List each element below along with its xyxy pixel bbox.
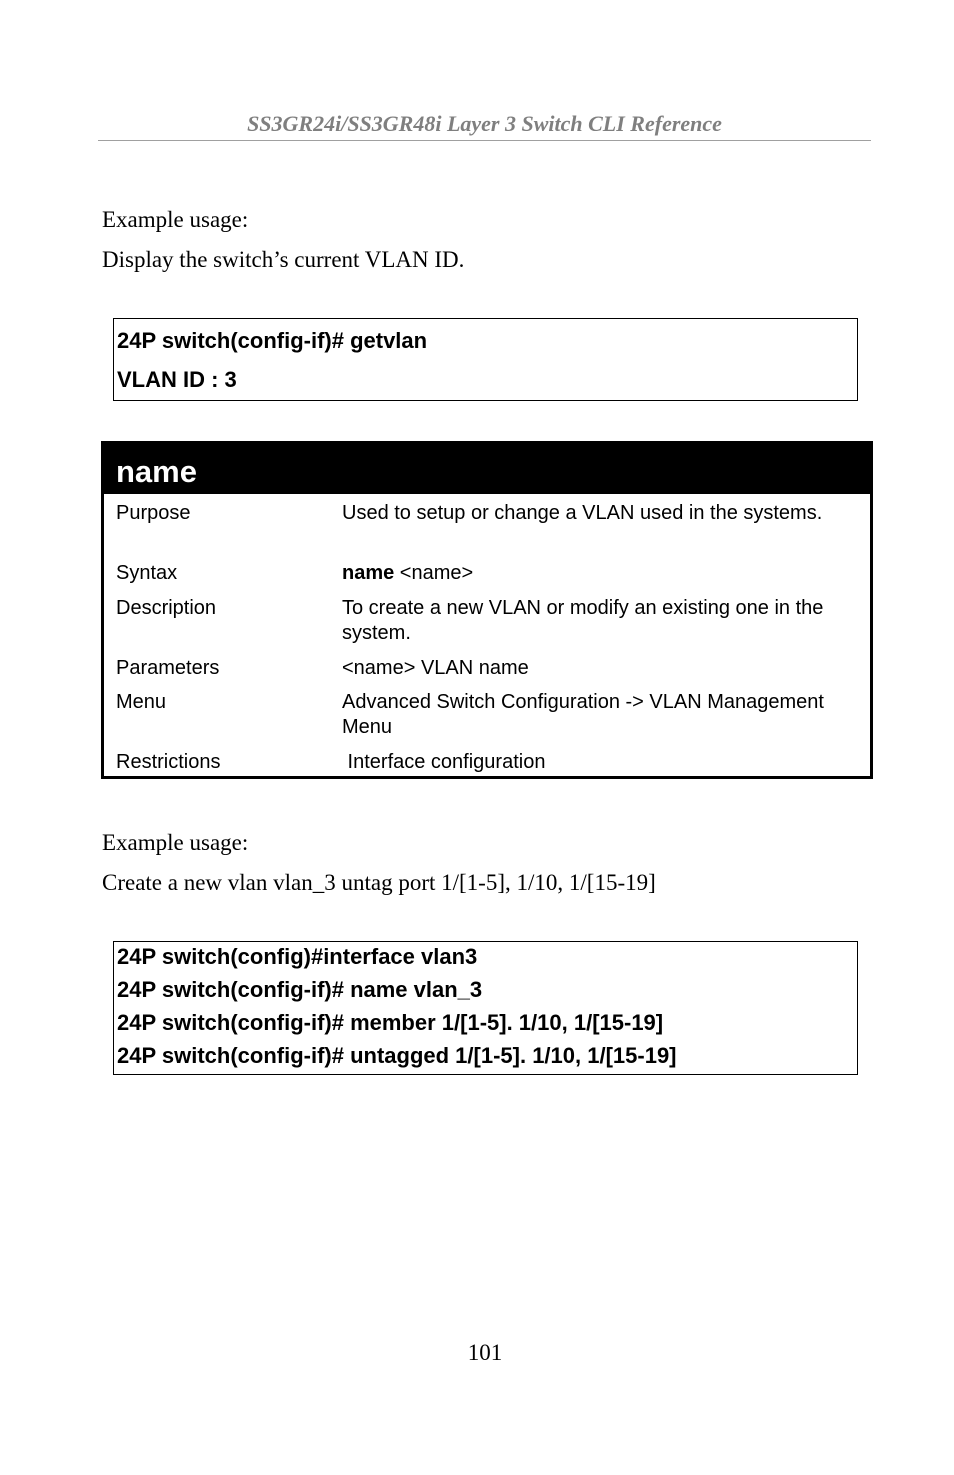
- command-title: name: [104, 444, 870, 494]
- syntax-keyword: name: [342, 562, 395, 584]
- row-value-menu: Advanced Switch Configuration -> VLAN Management Menu: [342, 691, 824, 738]
- code-line: VLAN ID : 3: [117, 367, 237, 392]
- row-value-parameters: <name> VLAN name: [342, 657, 529, 679]
- page-number: 101: [467, 1340, 503, 1365]
- command-table: [101, 441, 873, 779]
- code-line: 24P switch(config-if)# name vlan_3: [117, 977, 483, 1002]
- row-label-description: Description: [116, 597, 217, 619]
- row-value-restrictions: Interface configuration: [342, 751, 546, 773]
- row-value-syntax: [342, 561, 852, 586]
- code-line: 24P switch(config-if)# untagged 1/[1-5]. 1/10, 1/[15-19]: [117, 1043, 677, 1068]
- code-block-getvlan: [113, 318, 858, 401]
- code-line: 24P switch(config)#interface vlan3: [117, 944, 478, 969]
- row-label-parameters: Parameters: [116, 657, 220, 679]
- code-line: 24P switch(config-if)# member 1/[1-5]. 1/10, 1/[15-19]: [117, 1010, 664, 1035]
- syntax-argument: <name>: [394, 562, 474, 584]
- row-label-menu: Menu: [116, 691, 167, 713]
- code-block-create-vlan: [113, 941, 858, 1075]
- row-label-restrictions: Restrictions: [116, 751, 221, 773]
- row-value-purpose: Used to setup or change a VLAN used in the systems.: [342, 502, 823, 524]
- code-line: 24P switch(config-if)# getvlan: [117, 328, 428, 353]
- row-label-purpose: Purpose: [116, 502, 191, 524]
- row-label-syntax: Syntax: [116, 562, 178, 584]
- example-description: Display the switch’s current VLAN ID.: [102, 247, 465, 272]
- example-description: Create a new vlan vlan_3 untag port 1/[1-5], 1/10, 1/[15-19]: [102, 870, 656, 895]
- running-header: SS3GR24i/SS3GR48i Layer 3 Switch CLI Reference: [98, 108, 871, 141]
- row-value-description: To create a new VLAN or modify an existing one in the system.: [342, 597, 824, 644]
- example-usage-label: Example usage:: [102, 830, 249, 855]
- example-usage-label: Example usage:: [102, 207, 249, 232]
